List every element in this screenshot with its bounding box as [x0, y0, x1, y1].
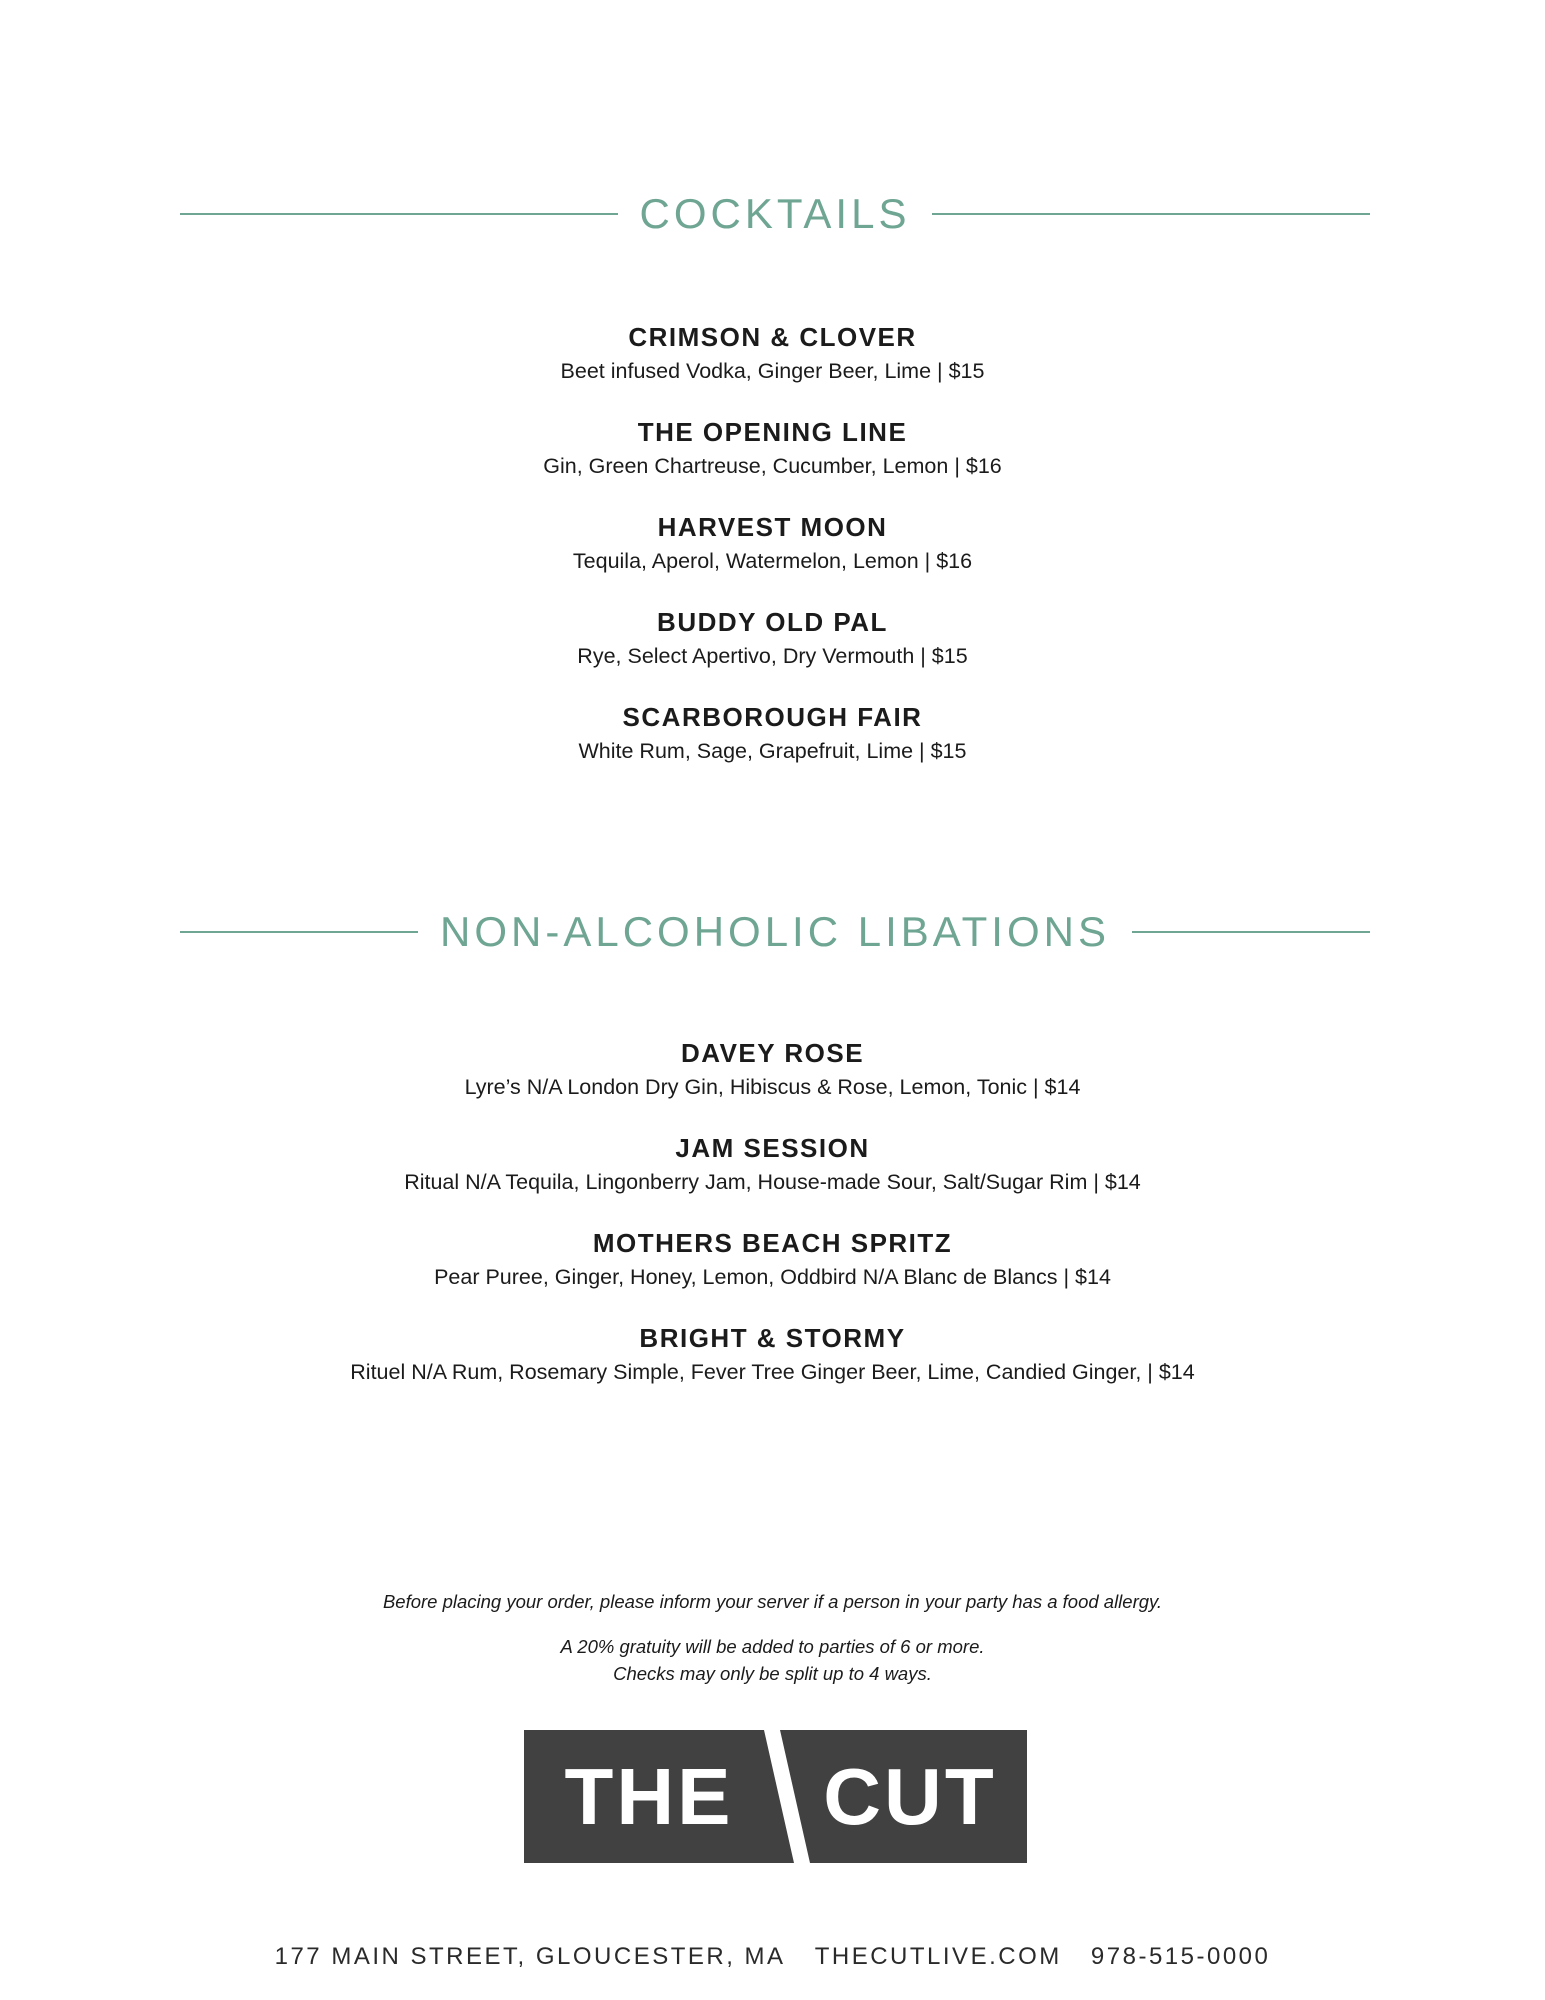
- logo-word-the: THE: [564, 1752, 734, 1841]
- menu-item: [0, 1225, 1545, 1320]
- cocktails-list: [0, 319, 1545, 794]
- menu-item: [0, 699, 1545, 794]
- section-title-cocktails: COCKTAILS: [639, 190, 911, 237]
- menu-item: [0, 319, 1545, 414]
- logo-word-cut: CUT: [823, 1752, 997, 1841]
- item-name: BUDDY OLD PAL: [657, 607, 888, 637]
- menu-item: [0, 1035, 1545, 1130]
- section-header-cocktails: [180, 184, 1370, 244]
- section-header-non-alcoholic: [180, 902, 1370, 962]
- footer-phone[interactable]: 978-515-0000: [1090, 1943, 1271, 1970]
- allergy-note: Before placing your order, please inform your server if a person in your party has a food allergy.: [382, 1591, 1163, 1612]
- header-rule-left: [180, 213, 618, 215]
- item-description: Ritual N/A Tequila, Lingonberry Jam, House-made Sour, Salt/Sugar Rim | $14: [404, 1170, 1141, 1194]
- menu-item: [0, 414, 1545, 509]
- item-description: Lyre’s N/A London Dry Gin, Hibiscus & Rose, Lemon, Tonic | $14: [464, 1075, 1081, 1099]
- menu-item: [0, 1320, 1545, 1415]
- item-name: THE OPENING LINE: [637, 417, 908, 447]
- item-description: Rituel N/A Rum, Rosemary Simple, Fever Tree Ginger Beer, Lime, Candied Ginger, | $14: [350, 1360, 1195, 1384]
- footer-contact: [0, 1943, 1545, 1971]
- footer-address: 177 MAIN STREET, GLOUCESTER, MA: [274, 1943, 786, 1970]
- menu-item: [0, 604, 1545, 699]
- item-name: JAM SESSION: [675, 1133, 870, 1163]
- item-description: White Rum, Sage, Grapefruit, Lime | $15: [578, 739, 967, 763]
- item-name: DAVEY ROSE: [680, 1038, 865, 1068]
- header-rule-right: [932, 213, 1370, 215]
- item-description: Rye, Select Apertivo, Dry Vermouth | $15: [577, 644, 968, 668]
- item-name: SCARBOROUGH FAIR: [622, 702, 923, 732]
- section-title-non-alcoholic: NON-ALCOHOLIC LIBATIONS: [440, 908, 1110, 955]
- menu-item: [0, 1130, 1545, 1225]
- non-alcoholic-list: [0, 1035, 1545, 1415]
- item-description: Tequila, Aperol, Watermelon, Lemon | $16: [572, 549, 973, 573]
- item-description: Beet infused Vodka, Ginger Beer, Lime | $15: [560, 359, 985, 383]
- item-name: CRIMSON & CLOVER: [628, 322, 917, 352]
- item-description: Gin, Green Chartreuse, Cucumber, Lemon | $16: [543, 454, 1002, 478]
- split-note: Checks may only be split up to 4 ways.: [613, 1663, 932, 1684]
- menu-notes: [0, 1588, 1545, 1687]
- the-cut-logo: [524, 1730, 1027, 1863]
- footer-website[interactable]: THECUTLIVE.COM: [814, 1943, 1062, 1970]
- gratuity-note: A 20% gratuity will be added to parties of 6 or more.: [560, 1636, 985, 1657]
- menu-item: [0, 509, 1545, 604]
- item-description: Pear Puree, Ginger, Honey, Lemon, Oddbird N/A Blanc de Blancs | $14: [434, 1265, 1111, 1289]
- header-rule-left: [180, 931, 418, 933]
- item-name: BRIGHT & STORMY: [639, 1323, 906, 1353]
- item-name: HARVEST MOON: [657, 512, 888, 542]
- header-rule-right: [1132, 931, 1370, 933]
- item-name: MOTHERS BEACH SPRITZ: [592, 1228, 953, 1258]
